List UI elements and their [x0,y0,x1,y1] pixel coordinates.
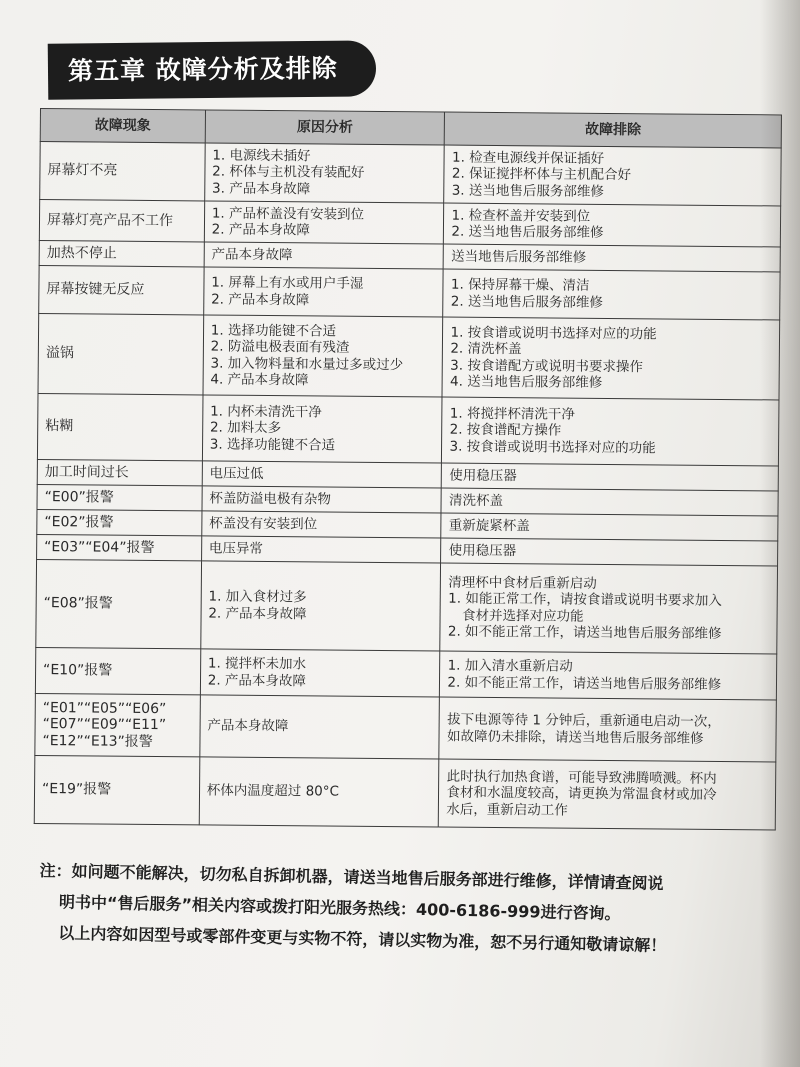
symptom-text: 屏幕按键无反应 [46,281,145,299]
cause-line: 1. 选择功能键不合适 [210,321,337,340]
cause-line: 1. 产品杯盖没有安装到位 [211,205,365,223]
solution-line: 2. 按食谱配方操作 [449,421,562,439]
cause-line: 产品本身故障 [207,717,289,735]
cause-cell [204,201,444,244]
solution-cell [442,397,779,466]
symptom-cell [34,755,199,824]
solution-cell [439,697,776,762]
table-row [39,200,780,247]
symptom-text: “E03”“E04”报警 [44,538,155,556]
cause-line: 杯盖没有安装到位 [209,515,318,533]
solution-line: 重新旋紧杯盖 [448,517,530,535]
symptom-cell [36,559,202,648]
solution-line: 1. 将搅拌杯清洗干净 [449,405,576,423]
table-row [40,142,781,206]
symptom-text: 粘糊 [45,418,74,435]
cause-cell [204,242,444,269]
footnote-line: 以上内容如因型号或零部件变更与实物不符，请以实物为准，恕不另行通知敬请谅解！ [58,923,667,956]
solution-cell [442,463,779,491]
symptom-text: “E07”“E09”“E11” [42,716,167,734]
solution-line: 送当地售后服务部维修 [451,248,587,266]
symptom-cell [37,393,202,460]
symptom-text: “E12”“E13”报警 [42,732,153,750]
solution-line: 1. 检查杯盖并安装到位 [451,207,591,225]
table-row [35,647,776,699]
cause-line: 4. 产品本身故障 [210,371,309,389]
solution-line: 拔下电源等待 1 分钟后，重新通电启动一次， [447,711,721,730]
symptom-cell [35,693,200,756]
solution-line: 如故障仍未排除，请送当地售后服务部维修 [446,728,704,747]
symptom-cell [39,240,204,266]
cause-cell [202,461,442,488]
cause-line: 3. 加入物料量和水量过多或过少 [210,354,404,373]
cause-line: 1. 加入食材过多 [208,588,307,606]
footnote-line: 注：如问题不能解决，切勿私自拆卸机器，请送当地售后服务部进行维修，详情请查阅说 [39,860,664,894]
cause-cell [201,561,441,651]
solution-line: 使用稳压器 [448,542,517,559]
table-row [36,559,778,653]
cause-line: 电压异常 [208,540,263,557]
solution-line: 1. 保持屏幕干燥、清洁 [450,276,590,294]
solution-cell [443,269,780,320]
solution-cell [439,759,776,830]
symptom-cell [37,484,202,510]
cause-line: 1. 搅拌杯未加水 [207,655,307,673]
solution-line: 2. 清洗杯盖 [450,340,522,358]
solution-line: 4. 送当地售后服务部维修 [450,373,603,391]
cause-cell [204,143,444,203]
symptom-text: “E01”“E05”“E06” [42,699,167,717]
cause-line: 1. 电源线未插好 [212,147,311,165]
cause-line: 1. 屏幕上有水或用户手湿 [211,274,364,292]
cause-line: 3. 选择功能键不合适 [209,436,336,454]
symptom-text: 屏幕灯亮产品不工作 [46,211,174,229]
symptom-cell [40,142,205,201]
symptom-text: 加工时间过长 [44,463,129,481]
cause-cell [201,536,441,563]
symptom-text: “E02”报警 [44,513,114,531]
symptom-cell [37,509,202,535]
cause-line: 1. 内杯未清洗干净 [210,403,322,421]
cause-line: 2. 加料太多 [209,419,282,437]
cause-cell [203,267,443,317]
solution-line: 3. 按食谱或说明书选择对应的功能 [449,438,656,457]
cause-cell [200,649,440,697]
cause-line: 2. 杯体与主机没有装配好 [212,163,365,182]
symptom-cell [38,313,203,394]
cause-cell [203,315,443,397]
solution-line: 1. 按食谱或说明书选择对应的功能 [450,324,657,342]
solution-line: 2. 送当地售后服务部维修 [450,293,604,311]
solution-line: 2. 送当地售后服务部维修 [451,223,604,241]
solution-line: 2. 保证搅拌杯体与主机配合好 [451,165,632,184]
cause-line: 杯体内温度超过 80°C [206,782,340,800]
symptom-text: 溢锅 [45,345,74,362]
footnote [38,855,790,964]
cause-cell [200,695,440,759]
cause-line: 3. 产品本身故障 [212,180,311,198]
table-row [38,313,780,399]
solution-line: 清洗杯盖 [448,492,504,509]
page-edge-shadow [760,0,800,1067]
header-cause: 原因分析 [205,110,445,145]
table-row [35,693,777,761]
troubleshooting-table [34,108,782,830]
cause-line: 产品本身故障 [211,246,293,263]
solution-cell [440,651,777,700]
symptom-text: 屏幕灯不亮 [47,162,118,179]
troubleshooting-table-wrap [34,108,782,830]
symptom-text: “E10”报警 [43,662,113,679]
table-row [39,265,780,319]
table-row [34,755,776,829]
solution-line: 此时执行加热食谱，可能导致沸腾喷溅。杯内 [446,768,717,787]
symptom-cell [37,459,202,485]
chapter-title: 第五章 故障分析及排除 [48,40,376,99]
symptom-cell [39,200,204,242]
solution-line: 2. 如不能正常工作，请送当地售后服务部维修 [447,674,722,693]
header-symptom: 故障现象 [40,109,205,143]
solution-line: 食材和水温度较高，请更换为常温食材或加冷 [446,784,717,804]
cause-line: 2. 防溢电极表面有残渣 [210,338,350,356]
solution-line: 1. 加入清水重新启动 [447,657,573,675]
table-row [37,393,779,465]
cause-cell [202,395,442,463]
cause-line: 2. 产品本身故障 [207,671,307,689]
symptom-text: 加热不停止 [46,244,117,262]
solution-cell [444,145,781,206]
symptom-text: “E08”报警 [43,595,113,612]
header-solution: 故障排除 [445,112,782,148]
symptom-text: “E00”报警 [44,488,114,506]
solution-cell [444,244,781,272]
solution-cell [441,513,778,541]
solution-line: 3. 送当地售后服务部维修 [451,182,604,200]
solution-cell [440,563,777,654]
symptom-text: “E19”报警 [41,781,112,798]
solution-cell [444,203,781,247]
symptom-cell [35,647,200,694]
cause-line: 2. 产品本身故障 [211,221,310,239]
solution-line: 食材并选择对应功能 [461,607,584,625]
cause-line: 2. 产品本身故障 [208,604,307,622]
footnote-line: 明书中“售后服务”相关内容或拨打阳光服务热线：400-6186-999进行咨询。 [58,892,621,924]
cause-cell [199,757,439,827]
cause-line: 2. 产品本身故障 [211,291,310,308]
solution-line: 1. 检查电源线并保证插好 [451,149,605,167]
solution-line: 2. 如不能正常工作，请送当地售后服务部维修 [447,623,722,642]
cause-line: 电压过低 [209,465,264,482]
cause-cell [202,486,442,513]
solution-line: 3. 按食谱配方或说明书要求操作 [450,357,643,375]
solution-line: 清理杯中食材后重新启动 [448,574,597,592]
solution-line: 1. 如能正常工作，请按食谱或说明书要求加入 [448,590,722,609]
cause-cell [202,511,442,538]
solution-cell [442,317,779,400]
symptom-cell [37,534,202,560]
solution-line: 水后，重新启动工作 [446,801,568,819]
solution-cell [441,538,778,566]
solution-cell [441,488,778,516]
cause-line: 杯盖防溢电极有杂物 [209,490,331,508]
symptom-cell [39,265,204,314]
solution-line: 使用稳压器 [449,467,517,484]
